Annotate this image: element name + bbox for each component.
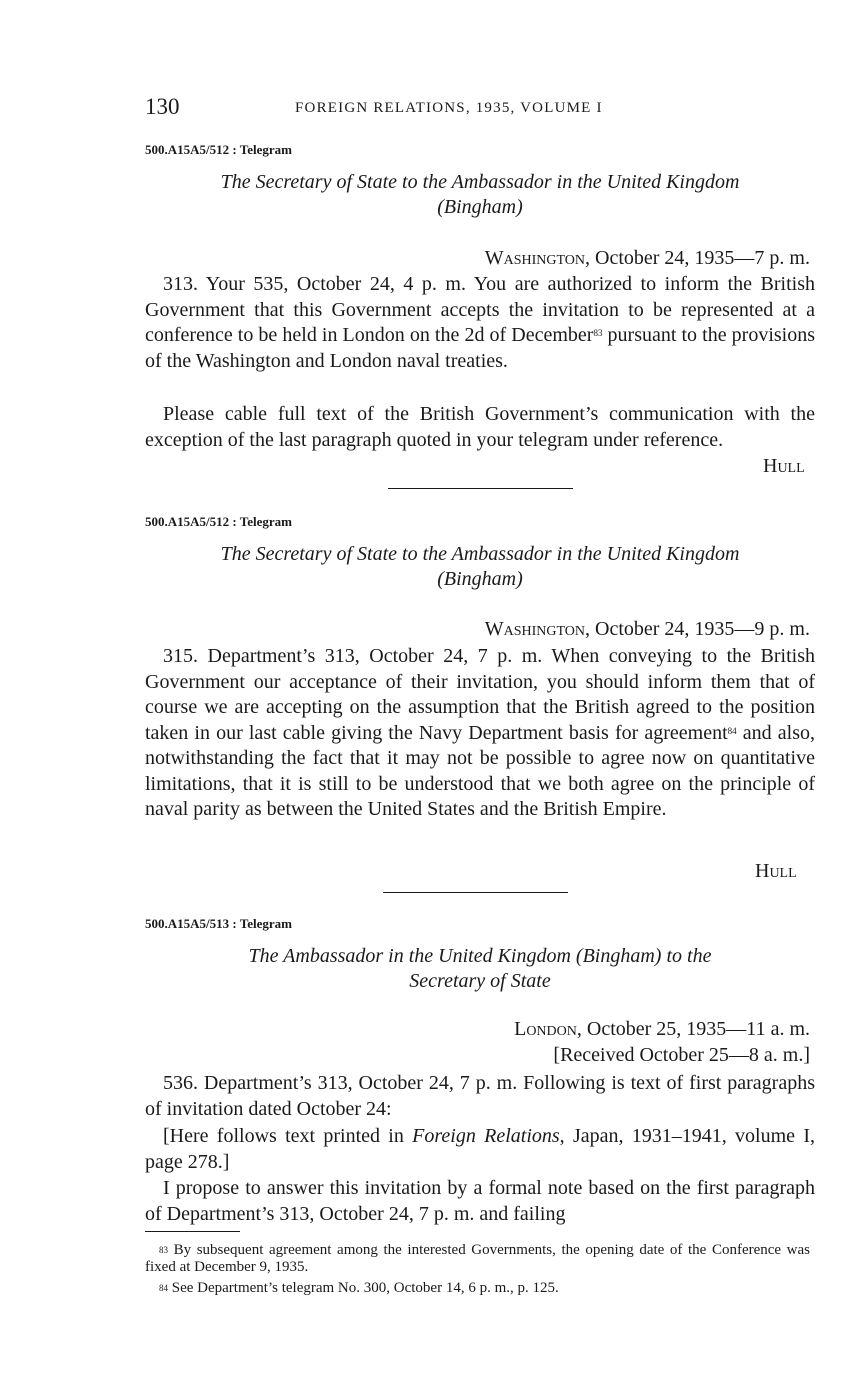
document-heading bbox=[145, 944, 815, 994]
dateline bbox=[145, 1016, 810, 1042]
body-paragraph bbox=[145, 1176, 815, 1227]
body-paragraph bbox=[145, 1071, 815, 1122]
dateline-place: London bbox=[514, 1018, 577, 1040]
signature: Hull bbox=[755, 860, 797, 882]
page-number: 130 bbox=[145, 94, 180, 119]
dateline-date: , October 25, 1935—11 a. m. bbox=[576, 1018, 810, 1040]
footnote-text: See Department’s telegram No. 300, October 14, 6 p. m., p. 125. bbox=[171, 1280, 559, 1296]
dateline-date: , October 24, 1935—7 p. m. bbox=[585, 247, 810, 269]
heading-line: (Bingham) bbox=[437, 196, 523, 218]
footnote-marker: 84 bbox=[727, 725, 737, 736]
running-head bbox=[145, 94, 815, 124]
paragraph-text: 536. Department’s 313, October 24, 7 p. m. Following is text of first paragraphs of invitation dated October 24: bbox=[145, 1072, 815, 1120]
body-paragraph bbox=[145, 1124, 815, 1175]
file-reference: 500.A15A5/513 : Telegram bbox=[145, 916, 292, 931]
publication-title: Foreign Relations bbox=[412, 1125, 560, 1147]
document-heading bbox=[145, 170, 815, 220]
paragraph-text: and also, notwithstanding the fact that it may not be possible to agree now on quantitative limitations, that it is still to be understood that we both agree on the principle of naval parity as between the United States and the British Empire. bbox=[145, 721, 816, 820]
paragraph-text: , Japan, 1931–1941, volume I, page 278.] bbox=[145, 1125, 815, 1173]
body-paragraph bbox=[145, 402, 815, 453]
footnote-text: By subsequent agreement among the interested Governments, the opening date of the Conference was fixed at December 9, 1935. bbox=[145, 1242, 810, 1275]
body-paragraph bbox=[145, 644, 815, 823]
section-divider bbox=[383, 892, 568, 893]
document-heading bbox=[145, 542, 815, 592]
body-paragraph bbox=[145, 272, 815, 374]
file-reference: 500.A15A5/512 : Telegram bbox=[145, 142, 292, 157]
footnote bbox=[145, 1280, 810, 1297]
section-divider bbox=[388, 488, 573, 489]
footnote bbox=[145, 1242, 810, 1276]
heading-line: Secretary of State bbox=[409, 970, 551, 992]
paragraph-text: Please cable full text of the British Government’s communication with the exception of the last paragraph quoted in your telegram under reference. bbox=[145, 403, 815, 451]
paragraph-text: 315. Department’s 313, October 24, 7 p. m. When conveying to the British Government our acceptance of their invitation, you should inform them that of course we are accepting on the assumption that the British agreed to the position taken in our last cable giving the Navy Department basis for agreement bbox=[145, 645, 815, 744]
footnote-marker: 83 bbox=[159, 1245, 168, 1255]
received-line: [Received October 25—8 a. m.] bbox=[553, 1044, 810, 1066]
footnote-divider bbox=[145, 1231, 240, 1232]
dateline-date: , October 24, 1935—9 p. m. bbox=[585, 618, 810, 640]
paragraph-text: pursuant to the provisions of the Washington and London naval treaties. bbox=[145, 324, 815, 372]
paragraph-text: [Here follows text printed in bbox=[163, 1125, 413, 1147]
running-head-title: FOREIGN RELATIONS, 1935, VOLUME I bbox=[295, 100, 603, 116]
dateline-place: Washington bbox=[484, 247, 586, 269]
paragraph-text: I propose to answer this invitation by a formal note based on the first paragraph of Department’s 313, October 24, 7 p. m. and failing bbox=[145, 1177, 815, 1225]
paragraph-text: 313. Your 535, October 24, 4 p. m. You are authorized to inform the British Government that this Government accepts the invitation to be represented at a conference to be held in London on the 2d of December bbox=[145, 273, 815, 346]
heading-line: The Secretary of State to the Ambassador in the United Kingdom bbox=[220, 543, 740, 565]
footnote-marker: 83 bbox=[593, 328, 603, 338]
footnote-marker: 84 bbox=[159, 1283, 168, 1293]
heading-line: The Ambassador in the United Kingdom (Bingham) to the bbox=[248, 945, 712, 967]
heading-line: The Secretary of State to the Ambassador in the United Kingdom bbox=[220, 171, 740, 193]
dateline bbox=[145, 616, 810, 642]
dateline bbox=[145, 245, 810, 271]
file-reference: 500.A15A5/512 : Telegram bbox=[145, 514, 292, 529]
heading-line: (Bingham) bbox=[437, 568, 523, 590]
dateline-place: Washington bbox=[484, 618, 586, 640]
signature: Hull bbox=[763, 455, 805, 477]
